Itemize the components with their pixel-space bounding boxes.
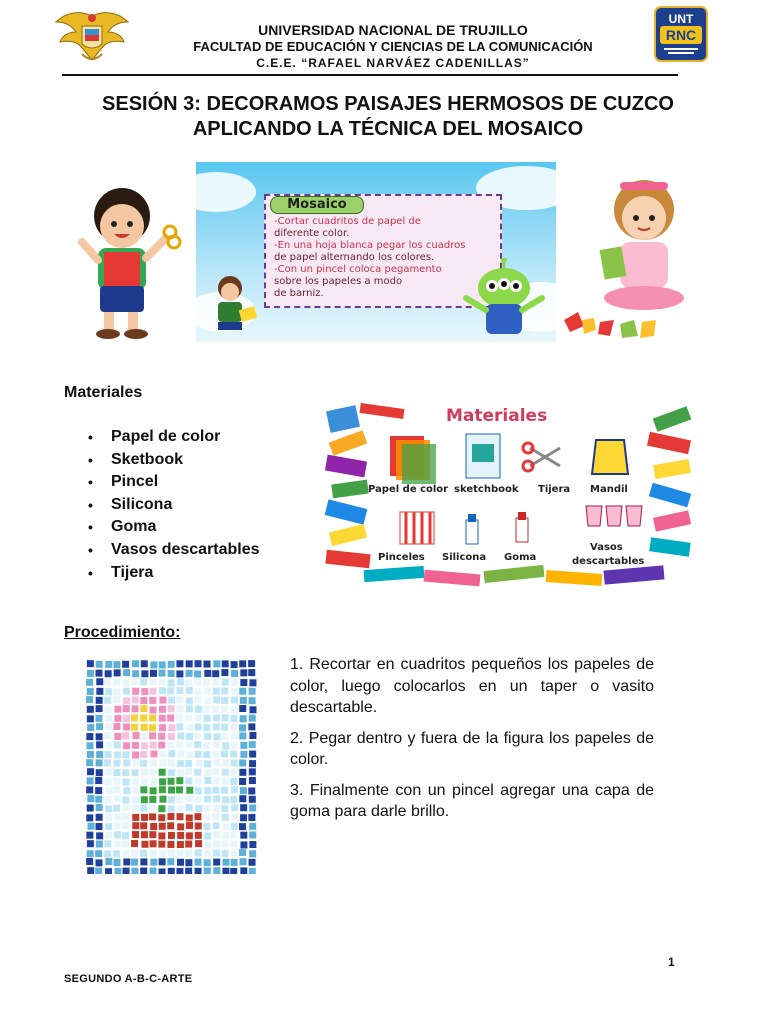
unt-rnc-logo xyxy=(654,6,708,62)
small-boy-cutting-illustration xyxy=(204,272,264,336)
list-item: • Vasos descartables xyxy=(88,539,260,562)
list-item: • Pincel xyxy=(88,471,260,494)
material-label: Papel de color xyxy=(368,484,449,495)
session-title-line1: SESIÓN 3: DECORAMOS PAISAJES HERMOSOS DE CUZCO xyxy=(102,93,674,115)
materials-list xyxy=(88,426,260,584)
header-divider xyxy=(62,74,678,76)
list-item: • Papel de color xyxy=(88,426,260,449)
list-item: • Goma xyxy=(88,516,260,539)
material-label: sketchbook xyxy=(454,484,519,495)
session-title xyxy=(60,92,716,142)
boy-with-scissors-illustration xyxy=(74,186,184,342)
mosaico-line: sobre los papeles a modo xyxy=(274,276,403,287)
procedure-title: Procedimiento: xyxy=(64,624,181,641)
procedure-step: 3. Finalmente con un pincel agregar una capa de goma para darle brillo. xyxy=(290,781,654,820)
material-label: Mandil xyxy=(590,484,628,495)
school-name: C.E.E. “RAFAEL NARVÁEZ CADENILLAS” xyxy=(256,56,530,70)
mosaico-line: -Cortar cuadritos de papel de xyxy=(274,216,421,227)
logo-text-unt: UNT xyxy=(668,12,694,26)
material-label: Vasos xyxy=(590,542,623,553)
girl-crafting-illustration xyxy=(560,170,688,346)
footer-text: SEGUNDO A-B-C-ARTE xyxy=(64,973,193,985)
page-number: 1 xyxy=(668,955,675,969)
alien-toy-illustration xyxy=(458,258,550,340)
material-label: Goma xyxy=(504,552,537,563)
materials-image-heading: Materiales xyxy=(446,406,548,426)
faculty-name: FACULTAD DE EDUCACIÓN Y CIENCIAS DE LA COMUNICACIÓN xyxy=(193,39,593,54)
university-crest-logo xyxy=(52,8,132,68)
university-name: UNIVERSIDAD NACIONAL DE TRUJILLO xyxy=(258,22,528,38)
mosaico-line: de papel alternando los colores. xyxy=(274,252,435,263)
flower-mosaic-image xyxy=(56,656,278,874)
procedure-step: 2. Pegar dentro y fuera de la figura los papeles de color. xyxy=(290,729,654,768)
mosaico-line: -Con un pincel coloca pegamento xyxy=(274,264,442,275)
material-label: descartables xyxy=(572,556,645,567)
procedure-step: 1. Recortar en cuadritos pequeños los papeles de color, luego colocarlos en un taper o vasito descartable. xyxy=(290,656,654,716)
material-label: Pinceles xyxy=(378,552,425,563)
material-label: Tijera xyxy=(538,484,571,495)
materials-illustration xyxy=(324,402,694,592)
procedure-steps xyxy=(290,654,654,832)
institution-header xyxy=(130,22,656,71)
list-item: • Tijera xyxy=(88,562,260,585)
logo-text-rnc: RNC xyxy=(665,27,697,43)
list-item: • Silicona xyxy=(88,494,260,517)
mosaico-heading: Mosaico xyxy=(270,196,364,214)
mosaico-line: diferente color. xyxy=(274,228,350,239)
mosaico-line: -En una hoja blanca pegar los cuadros xyxy=(274,240,466,251)
materials-title: Materiales xyxy=(64,384,143,401)
mosaico-line: de barniz. xyxy=(274,288,324,299)
mosaico-banner xyxy=(196,162,556,342)
session-title-line2: APLICANDO LA TÉCNICA DEL MOSAICO xyxy=(192,118,584,140)
list-item: • Sketbook xyxy=(88,449,260,472)
material-label: Silicona xyxy=(442,552,487,563)
